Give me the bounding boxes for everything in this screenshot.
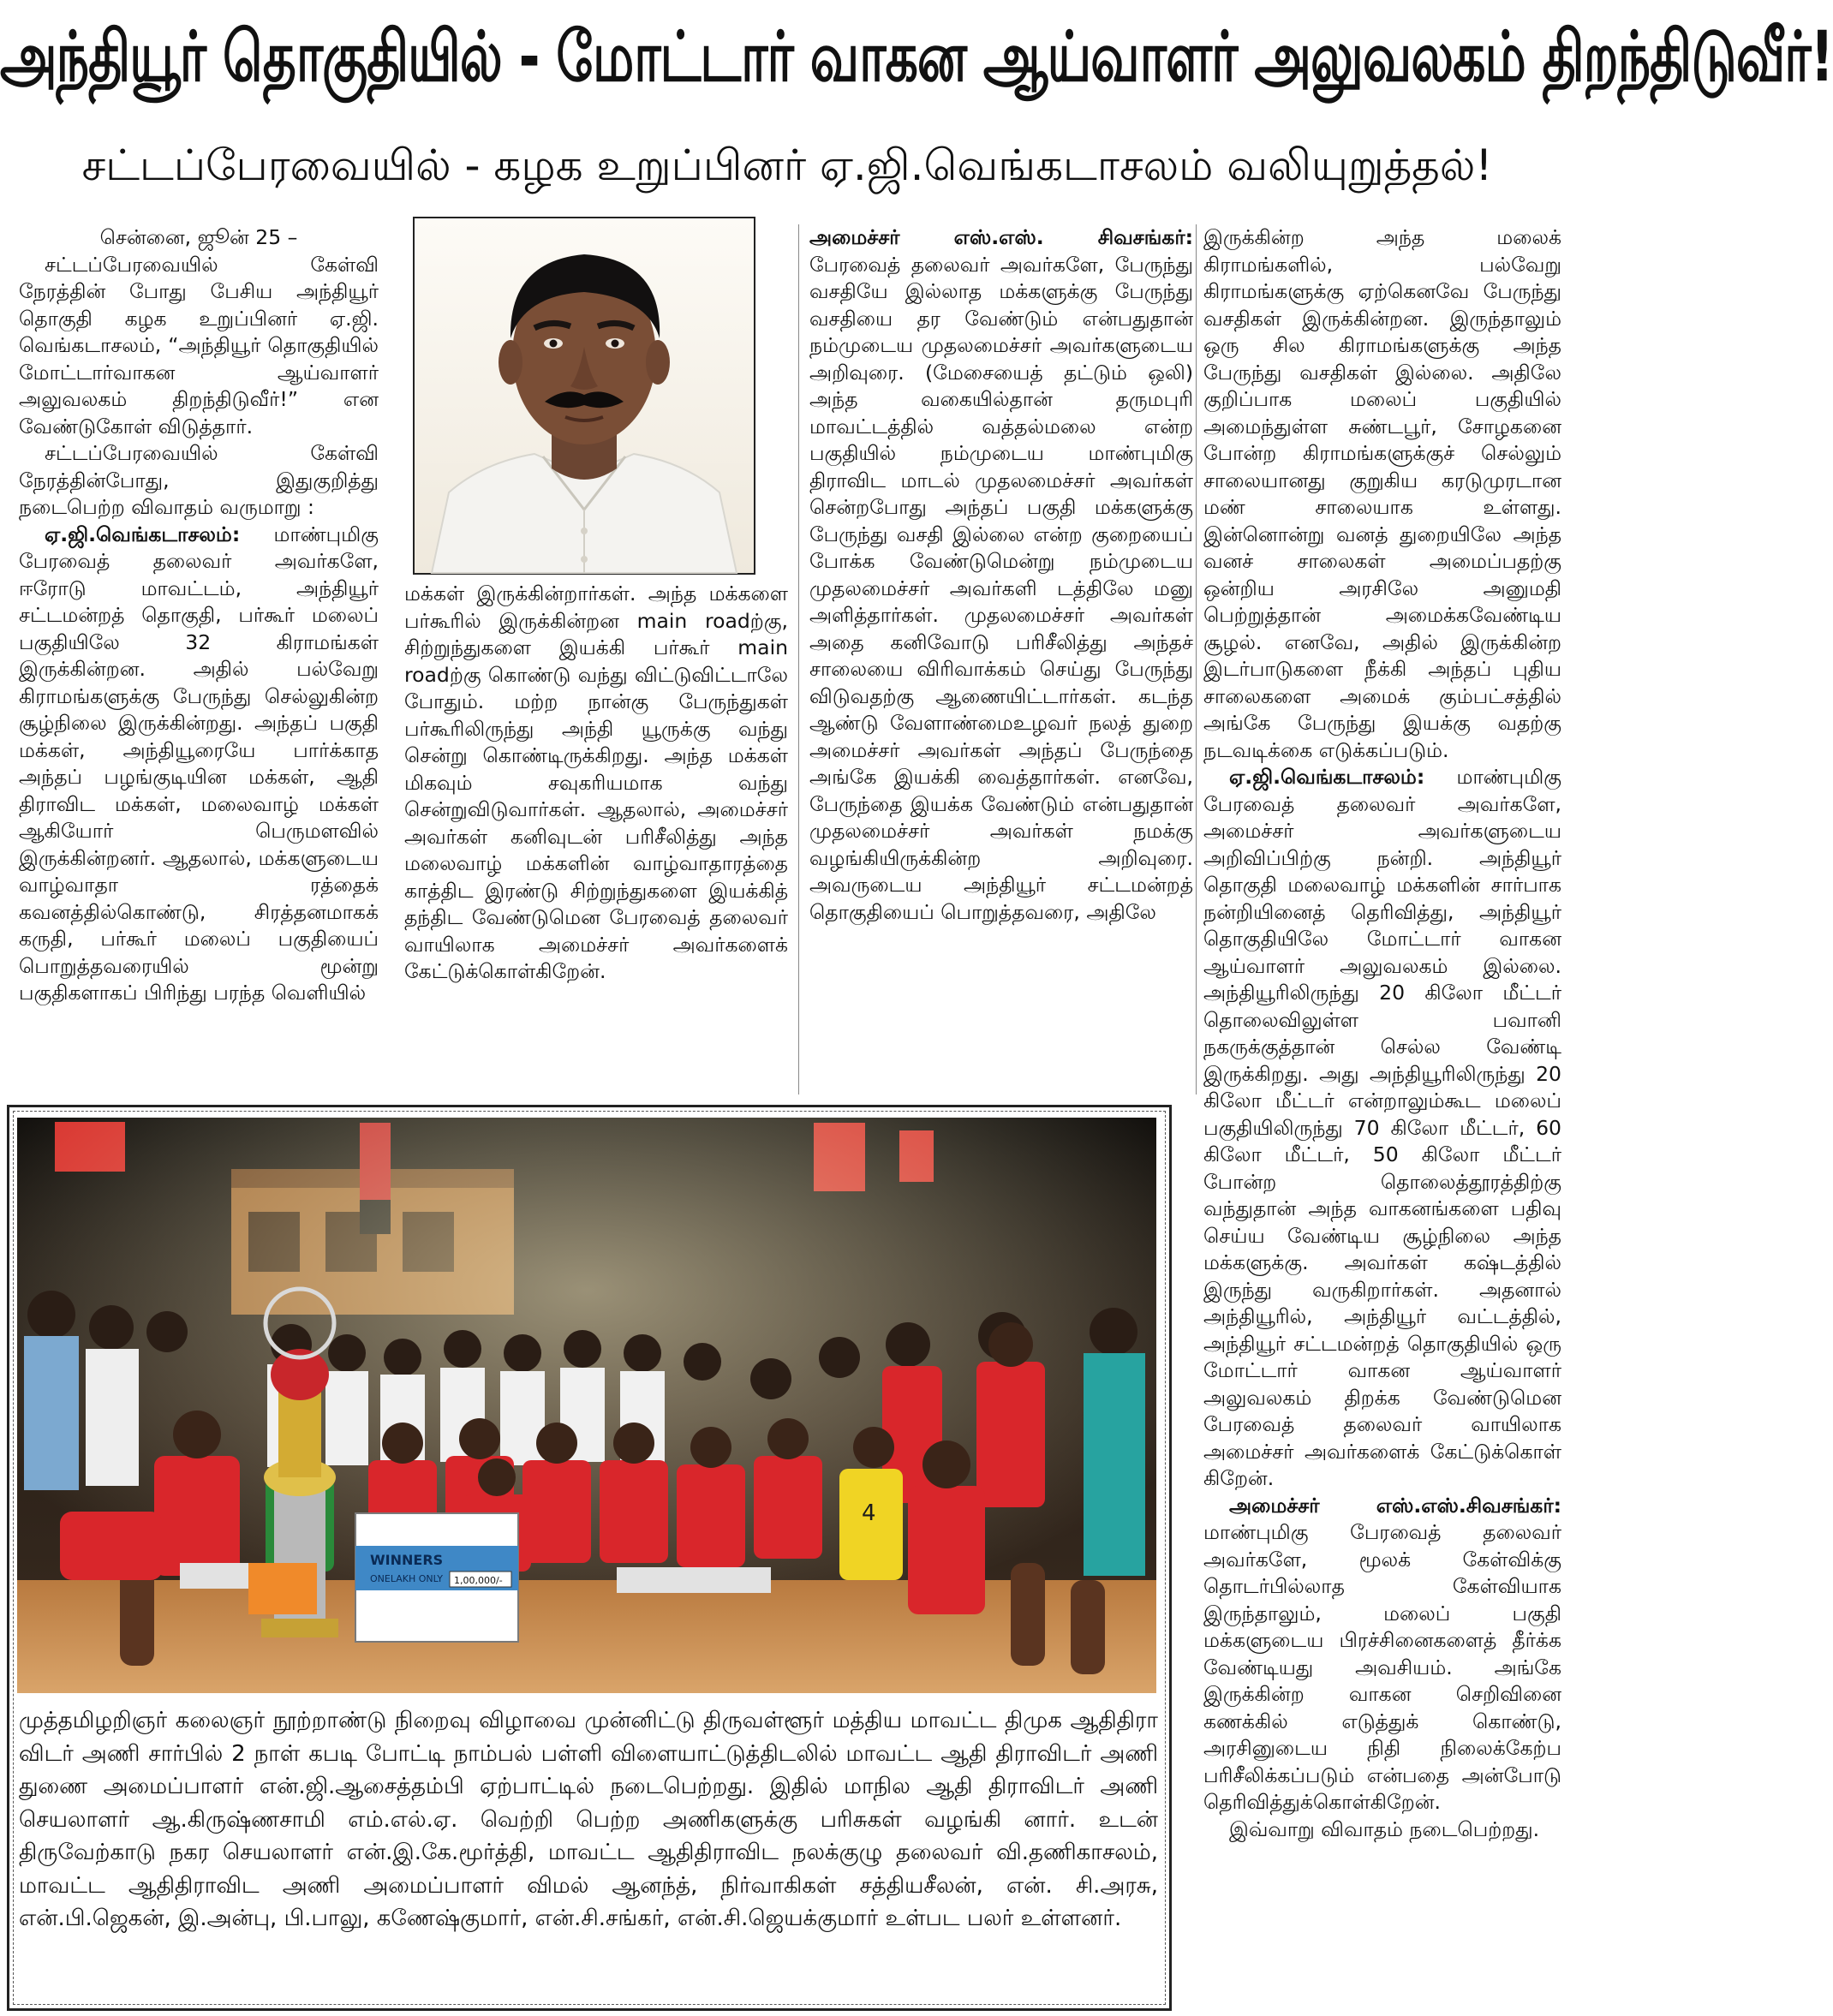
cheque-amount: 1,00,000/- (454, 1575, 503, 1586)
article-column-1 (19, 224, 379, 1089)
headline: அந்தியூர் தொகுதியில் - மோட்டார் வாகன ஆய்வாளர் அலுவலகம் திறந்திடுவீர்! (0, 16, 1833, 98)
cheque-winners-title: WINNERS (370, 1552, 444, 1568)
caption-text: முத்தமிழறிஞர் கலைஞர் நூற்றாண்டு நிறைவு விழாவை முன்னிட்டு திருவள்ளூர் மத்திய மாவட்ட திமுக ஆதிதிரா விடர் அணி சார்பில் 2 நாள் கபடி போட்டி நாம்பல் பள்ளி விளையாட்டுத்திடலில் மாவட்ட ஆதி திராவிடர் அணி துணை அமைப்பாளர் என்.ஜி.ஆசைத்தம்பி ஏற்பாட்டில் நடைபெற்றது. இதில் மாநில ஆதி திராவிடர் அணி செயலாளர் ஆ.கிருஷ்ணசாமி எம்.எல்.ஏ. வெற்றி பெற்ற அணிகளுக்கு பரிசுகள் வழங்கி னார். உடன் திருவேற்காடு நகர செயலாளர் என்.இ.கே.மூர்த்தி, மாவட்ட ஆதிதிராவிட நலக்குழு தலைவர் வி.தணிகாசலம், மாவட்ட ஆதிதிராவிட அணி அமைப்பாளர் விமல் ஆனந்த், நிர்வாகிகள் சத்தியசீலன், என். சி.அரசு, என்.பி.ஜெகன், இ.அன்பு, பி.பாலு, கணேஷ்குமார், என்.சி.சங்கர், என்.சி.ஜெயக்குமார் உள்பட பலர் உள்ளனர். (19, 1708, 1158, 1931)
article-column-4 (1203, 224, 1561, 2007)
speaker-name: ஏ.ஜி.வெங்கடாசலம்: (45, 522, 241, 546)
paragraph (1203, 1493, 1561, 1816)
jersey-number: 4 (862, 1500, 876, 1526)
subheadline: சட்டப்பேரவையில் - கழக உறுப்பினர் ஏ.ஜி.வெங்கடாசலம் வலியுறுத்தல்! (81, 140, 1493, 190)
paragraph (1203, 764, 1561, 1493)
article-column-3 (809, 224, 1193, 1094)
paragraph (809, 224, 1193, 926)
speech-text: மாண்புமிகு பேரவைத் தலைவர் அவர்களே, அமைச்சர் அவர்களுடைய அறிவிப்பிற்கு நன்றி. அந்தியூர் தொகுதி மலைவாழ் மக்களின் சார்பாக நன்றியினைத் தெரிவித்து, அந்தியூர் தொகுதியிலே மோட்டார் வாகன ஆய்வாளர் அலுவலகம் இல்லை. அந்தியூரிலிருந்து 20 கிலோ மீட்டர் தொலைவிலுள்ள பவானி நகருக்குத்தான் செல்ல வேண்டி இருக்கிறது. அது அந்தியூரிலிருந்து 20 கிலோ மீட்டர் என்றாலும்கூட மலைப் பகுதியிலிருந்து 70 கிலோ மீட்டர், 60 கிலோ மீட்டர், 50 கிலோ மீட்டர் போன்ற தொலைத்தூரத்திற்கு வந்துதான் அந்த வாகனங்களை பதிவு செய்ய வேண்டிய சூழ்நிலை அந்த மக்களுக்கு. அவர்கள் கஷ்டத்தில் இருந்து வருகிறார்கள். அதனால் அந்தியூரில், அந்தியூர் வட்டத்தில், அந்தியூர் சட்டமன்றத் தொகுதியில் ஒரு மோட்டார் வாகன ஆய்வாளர் அலுவலகம் திறக்க வேண்டுமென பேரவைத் தலைவர் வாயிலாக அமைச்சர் அவர்களைக் கேட்டுக்கொள் கிறேன். (1203, 765, 1561, 1490)
speech-text: பேரவைத் தலைவர் அவர்களே, பேருந்து வசதியே இல்லாத மக்களுக்கு பேருந்து வசதியை தர வேண்டும் என்பதுதான் நம்முடைய முதலமைச்சர் அவர்களுடைய அறிவுரை. (மேசையைத் தட்டும் ஒலி) அந்த வகையில்தான் தருமபுரி மாவட்டத்தில் வத்தல்மலை என்ற பகுதியில் நம்முடைய மாண்புமிகு திராவிட மாடல் முதலமைச்சர் அவர்கள் சென்றபோது அந்தப் பகுதி மக்களுக்கு பேருந்து வசதி இல்லை என்ற குறையைப் போக்க வேண்டுமென்று நம்முடைய முதலமைச்சர் அவர்களி டத்திலே மனு அளித்தார்கள். முதலமைச்சர் அவர்கள் அதை கனிவோடு பரிசீலித்து அந்தச் சாலையை விரிவாக்கம் செய்து பேருந்து விடுவதற்கு ஆணையிட்டார்கள். கடந்த ஆண்டு வேளாண்மைஉழவர் நலத் துறை அமைச்சர் அவர்கள் அந்தப் பேருந்தை அங்கே இயக்கி வைத்தார்கள். எனவே, பேருந்தை இயக்க வேண்டும் என்பதுதான் முதலமைச்சர் அவர்கள் நமக்கு வழங்கியிருக்கின்ற அறிவுரை. அவருடைய அந்தியூர் சட்டமன்றத் தொகுதியைப் பொறுத்தவரை, அதிலே (809, 252, 1193, 924)
speaker-name: அமைச்சர் எஸ்.எஸ். சிவசங்கர்: (809, 225, 1193, 249)
dateline: சென்னை, ஜூன் 25 – (99, 225, 298, 249)
speaker-name: ஏ.ஜி.வெங்கடாசலம்: (1229, 765, 1425, 789)
cheque-amount-words: ONELAKH ONLY (370, 1573, 443, 1584)
speech-text: மாண்புமிகு பேரவைத் தலைவர் அவர்களே, மூலக் கேள்விக்கு தொடர்பில்லாத கேள்வியாக இருந்தாலும், மலைப் பகுதி மக்களுடைய பிரச்சினைகளைத் தீர்க்க வேண்டியது அவசியம். அங்கே இருக்கின்ற வாகன செறிவினை கணக்கில் எடுத்துக் கொண்டு, அரசினுடைய நிதி நிலைக்கேற்ப பரிசீலிக்கப்படும் என்பதை அன்போடு தெரிவித்துக்கொள்கிறேன். (1203, 1520, 1561, 1814)
closing-line: இவ்வாறு விவாதம் நடைபெற்றது. (1229, 1816, 1540, 1841)
photo-caption (19, 1704, 1158, 2004)
paragraph: சட்டப்பேரவையில் கேள்வி நேரத்தின் போது பேசிய அந்தியூர் தொகுதி கழக உறுப்பினர் ஏ.ஜி. வெங்கடாசலம், “அந்தியூர் தொகுதியில் மோட்டார்வாகன ஆய்வாளர் அலுவலகம் திறந்திடுவீர்!” என வேண்டுகோள் விடுத்தார். (19, 252, 379, 438)
paragraph: சட்டப்பேரவையில் கேள்வி நேரத்தின்போது, இதுகுறித்து நடைபெற்ற விவாதம் வருமாறு : (19, 441, 379, 519)
kabaddi-team-photo (17, 1118, 1156, 1693)
paragraph: இருக்கின்ற அந்த மலைக் கிராமங்களில், பல்வேறு கிராமங்களுக்கு ஏற்கெனவே பேருந்து வசதிகள் இருக்கின்றன. இருந்தாலும் ஒரு சில கிராமங்களுக்கு அந்த பேருந்து வசதிகள் இல்லை. அதிலே குறிப்பாக மலைப் பகுதியில் அமைந்துள்ள சுண்டபூர், சோழகனை போன்ற கிராமங்களுக்குச் செல்லும் சாலையானது குறுகிய கரடுமுரடான மண் சாலையாக உள்ளது. இன்னொன்று வனத் துறையிலே அந்த வனச் சாலைகள் அமைப்பதற்கு ஒன்றிய அரசிலே அனுமதி பெற்றுத்தான் அமைக்கவேண்டிய சூழல். எனவே, அதில் இருக்கின்ற இடர்பாடுகளை நீக்கி அந்தப் புதிய சாலைகளை அமைக் கும்பட்சத்தில் அங்கே பேருந்து இயக்கு வதற்கு நடவடிக்கை எடுக்கப்படும். (1203, 225, 1561, 762)
paragraph: மக்கள் இருக்கின்றார்கள். அந்த மக்களை பர்கூரில் இருக்கின்றன main roadற்கு, சிற்றுந்துகளை இயக்கி பர்கூர் main roadற்கு கொண்டு வந்து விட்டுவிட்டாலே போதும். மற்ற நான்கு பேருந்துகள் பர்கூரிலிருந்து அந்தி யூருக்கு வந்து சென்று கொண்டிருக்கிறது. அந்த மக்கள் மிகவும் சவுகரியமாக வந்து சென்றுவிடுவார்கள். ஆதலால், அமைச்சர் அவர்கள் கனிவுடன் பரிசீலித்து அந்த மலைவாழ் மக்களின் வாழ்வாதாரத்தை காத்திட இரண்டு சிற்றுந்துகளை இயக்கித் தந்திட வேண்டுமென பேரவைத் தலைவர் வாயிலாக அமைச்சர் அவர்களைக் கேட்டுக்கொள்கிறேன். (404, 582, 788, 983)
speaker-name: அமைச்சர் எஸ்.எஸ்.சிவசங்கர்: (1229, 1493, 1561, 1518)
paragraph (19, 522, 379, 1007)
portrait-photo (413, 217, 755, 575)
portrait-illustration (415, 218, 754, 573)
team-photo-illustration (17, 1118, 1156, 1693)
column-divider (1196, 224, 1197, 1094)
speech-text: மாண்புமிகு பேரவைத் தலைவர் அவர்களே, ஈரோடு மாவட்டம், அந்தியூர் சட்டமன்றத் தொகுதி, பர்கூர் மலைப் பகுதியிலே 32 கிராமங்கள் இருக்கின்றன. அதில் பல்வேறு கிராமங்களுக்கு பேருந்து செல்லுகின்ற சூழ்நிலை இருக்கின்றது. அந்தப் பகுதி மக்கள், அந்தியூரையே பார்க்காத அந்தப் பழங்குடியின மக்கள், ஆதி திராவிட மக்கள், மலைவாழ் மக்கள் ஆகியோர் பெருமளவில் இருக்கின்றனர். ஆதலால், மக்களுடைய வாழ்வாதா ரத்தைக் கவனத்தில்கொண்டு, சிரத்தனமாகக் கருதி, பர்கூர் மலைப் பகுதியைப் பொறுத்தவரையில் மூன்று பகுதிகளாகப் பிரிந்து பரந்த வெளியில் (19, 522, 379, 1005)
article-column-2 (404, 581, 788, 1094)
column-divider (798, 224, 799, 1094)
